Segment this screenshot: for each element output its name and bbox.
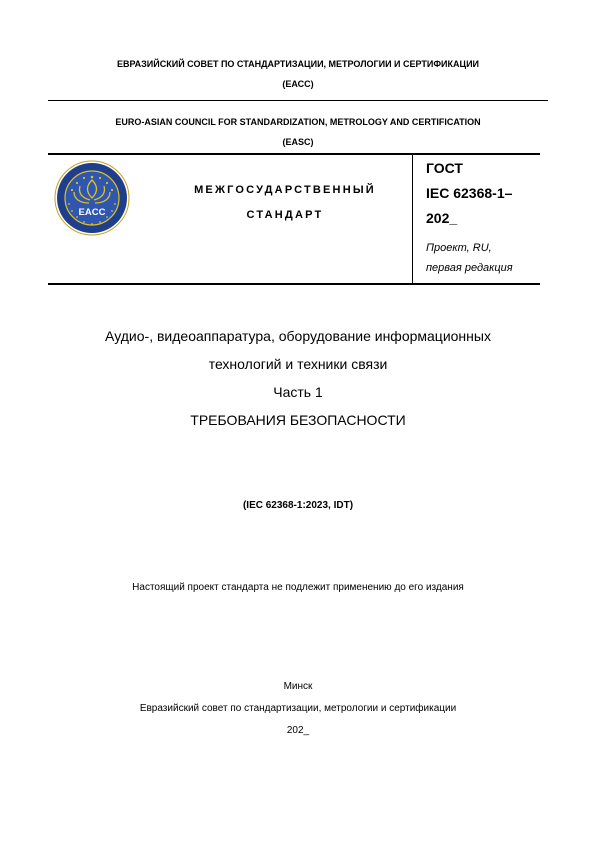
title-block-top-rule xyxy=(48,153,540,155)
draft-status-line1: Проект, RU, xyxy=(426,242,492,254)
publisher-name: Евразийский совет по стандартизации, метрологии и сертификации xyxy=(139,703,457,714)
standard-code-line1: ГОСТ xyxy=(426,160,463,176)
document-title xyxy=(40,322,556,434)
easc-emblem-label: EACC xyxy=(78,207,106,218)
publication-year: 202_ xyxy=(286,725,310,736)
interstate-standard-label xyxy=(170,178,400,228)
title-line4: ТРЕБОВАНИЯ БЕЗОПАСНОСТИ xyxy=(190,412,406,428)
council-name-ru: ЕВРАЗИЙСКИЙ СОВЕТ ПО СТАНДАРТИЗАЦИИ, МЕТРОЛОГИИ И СЕРТИФИКАЦИИ xyxy=(116,59,480,69)
header-divider xyxy=(48,100,548,101)
title-line2: технологий и техники связи xyxy=(208,356,388,372)
title-line3: Часть 1 xyxy=(273,384,323,400)
council-abbr-ru: (ЕАСС) xyxy=(282,79,314,89)
publication-footer xyxy=(40,676,556,742)
standard-designation xyxy=(426,156,556,231)
easc-emblem-icon xyxy=(54,160,130,236)
interstate-label-line2: СТАНДАРТ xyxy=(246,209,324,221)
council-name-en: EURO-ASIAN COUNCIL FOR STANDARDIZATION, METROLOGY AND CERTIFICATION xyxy=(115,117,481,127)
title-block-bottom-rule xyxy=(48,283,540,285)
draft-status-line2: первая редакция xyxy=(426,262,513,274)
title-line1: Аудио-, видеоаппаратура, оборудование информационных xyxy=(105,328,491,344)
publication-city: Минск xyxy=(283,681,313,692)
iec-reference: (IEC 62368-1:2023, IDT) xyxy=(242,500,354,511)
draft-status xyxy=(426,238,556,278)
title-block-vertical-rule xyxy=(412,153,413,284)
interstate-label-line1: МЕЖГОСУДАРСТВЕННЫЙ xyxy=(194,184,376,196)
standard-code-line3: 202_ xyxy=(426,210,458,226)
standard-code-line2: IEC 62368-1– xyxy=(426,185,513,201)
council-abbr-en: (EASC) xyxy=(282,137,314,147)
draft-notice: Настоящий проект стандарта не подлежит применению до его издания xyxy=(132,582,464,593)
